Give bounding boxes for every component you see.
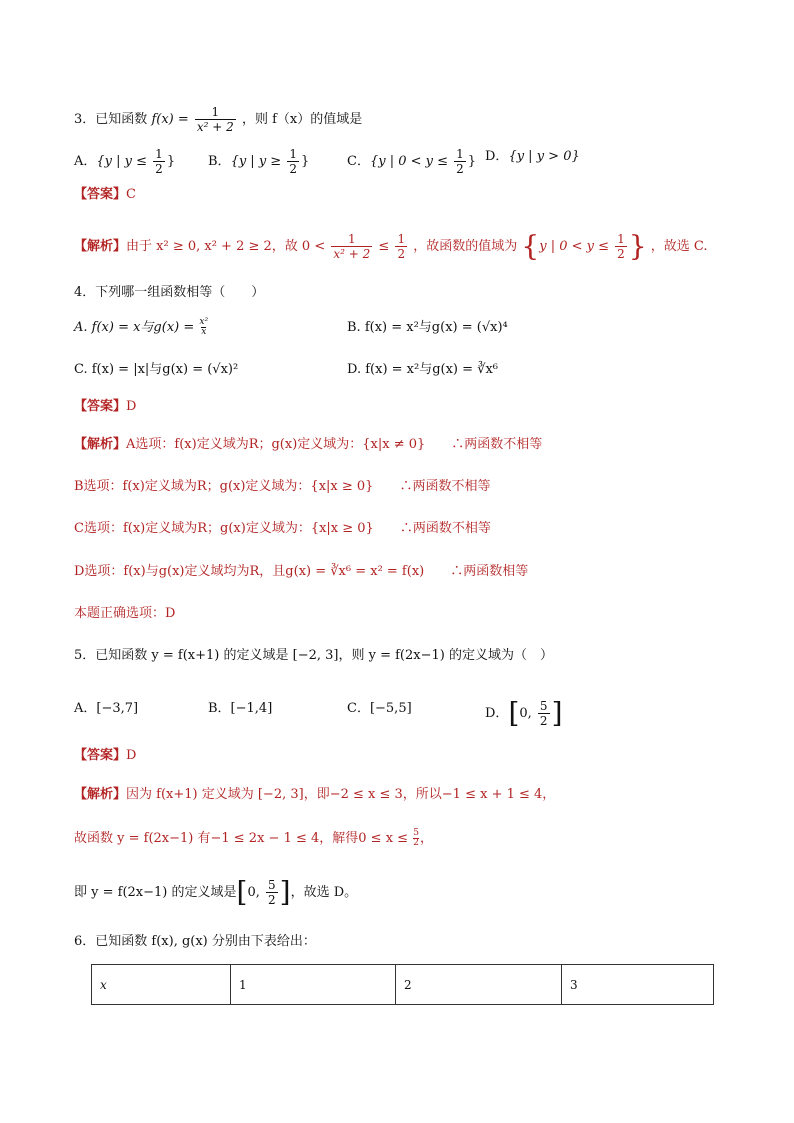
q3-question: 3．已知函数 f(x) = $\frac{1}{\text{x² + 2}}$ ，则 f（x）的值域是 [74, 105, 363, 134]
q5-analysis-1: 【解析】因为 f(x+1) 定义域为 [−2, 3]，即−2 ≤ x ≤ 3，所以−1 ≤ x + 1 ≤ 4， [74, 787, 556, 802]
q4-conclusion: 本题正确选项：D [74, 606, 176, 621]
q4-answer: 【答案】D [74, 399, 137, 414]
q5-option-d: D．[0, $\frac{5}{2}$ ] [485, 696, 563, 730]
q3-option-b: B．{y | y ≥ $\frac{1}{2}$ } [208, 147, 310, 176]
table-cell: 1 [231, 965, 396, 1005]
q4-analysis-c: C选项：f(x)定义域为R；g(x)定义域为：{x|x ≥ 0} ∴两函数不相等 [74, 521, 491, 536]
q3-answer: 【答案】C [74, 187, 136, 202]
q4-option-d: D. f(x) = x²与g(x) = ∛x⁶ [347, 362, 498, 377]
q5-analysis-2: 故函数 y = f(2x−1) 有−1 ≤ 2x − 1 ≤ 4，解得0 ≤ x ≤ $\frac{5}{2}$ ， [74, 828, 433, 848]
table-cell: 2 [396, 965, 562, 1005]
q6-table [91, 964, 714, 1005]
q5-answer: 【答案】D [74, 748, 137, 763]
q3-option-a: A．{y | y ≤ $\frac{1}{2}$ } [74, 147, 176, 176]
q5-question: 5．已知函数 y = f(x+1) 的定义域是 [−2, 3]，则 y = f(2x−1) 的定义域为（ ） [74, 648, 553, 663]
q4-analysis-b: B选项：f(x)定义域为R；g(x)定义域为：{x|x ≥ 0} ∴两函数不相等 [74, 479, 491, 494]
q3-option-d: D．{y | y > 0} [485, 149, 580, 164]
q5-option-a: A．[−3,7] [74, 701, 139, 716]
q4-option-b: B. f(x) = x²与g(x) = (√x)⁴ [347, 320, 508, 335]
q4-option-a: A. f(x) = x与g(x) = $\frac{\text{x²}}{x}$ [74, 317, 209, 337]
q6-question: 6．已知函数 f(x), g(x) 分别由下表给出： [74, 934, 316, 949]
q3-analysis: 【解析】由于 x² ≥ 0, x² + 2 ≥ 2，故 0 < $\frac{1}{\text{x² + 2}}$ ≤ $\frac{1}{2}$ ，故函数的值域为 {y | 0 < y ≤ $\frac{1}{2}$ } ，故选 C. [74, 229, 708, 263]
q5-option-b: B．[−1,4] [208, 701, 273, 716]
q4-analysis-a: 【解析】A选项：f(x)定义域为R；g(x)定义域为：{x|x ≠ 0} ∴两函数不相等 [74, 437, 543, 452]
q4-question: 4．下列哪一组函数相等（ ） [74, 285, 265, 300]
q5-analysis-3: 即 y = f(2x−1) 的定义域是[0, $\frac{5}{2}$ ]，故选 D。 [74, 875, 358, 909]
q3-option-c: C．{y | 0 < y ≤ $\frac{1}{2}$ } [347, 147, 477, 176]
table-row [92, 965, 714, 1005]
table-cell: 3 [562, 965, 714, 1005]
q4-analysis-d: D选项：f(x)与g(x)定义域均为R，且g(x) = ∛x⁶ = x² = f(x) ∴两函数相等 [74, 564, 529, 579]
q5-option-c: C．[−5,5] [347, 701, 412, 716]
q4-option-c: C. f(x) = |x|与g(x) = (√x)² [74, 362, 239, 377]
table-cell: x [92, 965, 231, 1005]
